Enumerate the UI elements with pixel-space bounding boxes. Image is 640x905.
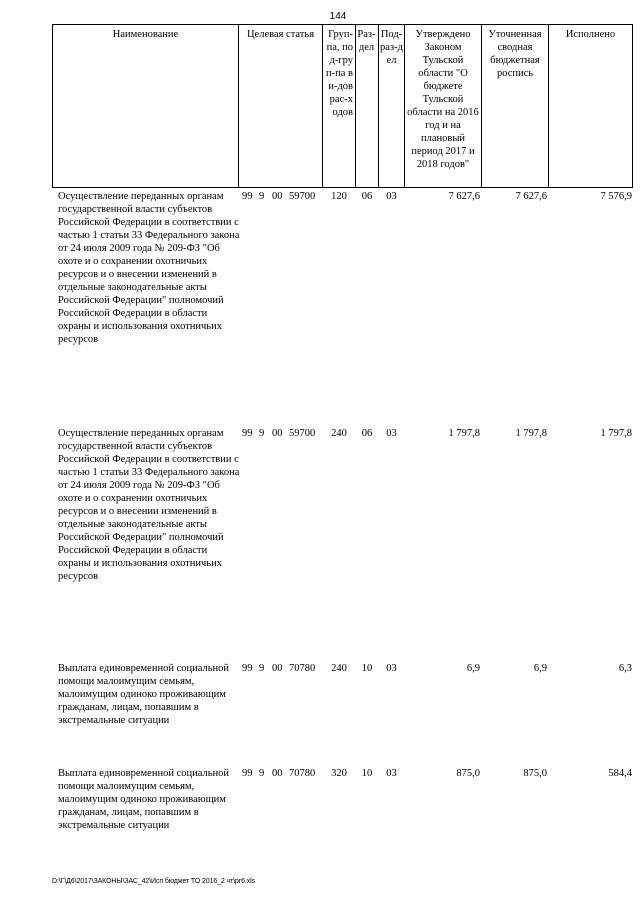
row-cs-subprogram: 9 [259,428,265,439]
page-number: 144 [329,11,347,22]
header-section: Раз-дел [357,29,376,53]
row-name: Осуществление переданных органам государственной власти субъектов Российской Федерации в соответствии с частью 1 статьи 33 Федерального закона от 24 июля 2009 года № 209-ФЗ "Об охоте и о сохранении охотничьих ресурсов и о внесении изменений в отдельные законодательные акты Российской Федерации" полномочий Российской Федерации в области охраны и использования охотничьих ресурсов [58,191,240,345]
row-subsection: 03 [386,663,397,674]
row-cs-direction: 70780 [289,768,316,779]
row-refined: 7 627,6 [515,191,547,202]
row-cs-direction: 70780 [289,663,316,674]
row-approved: 1 797,8 [448,428,480,439]
row-cs-subprogram: 9 [259,768,265,779]
row-subsection: 03 [386,191,397,202]
row-group: 240 [331,663,347,674]
row-subsection: 03 [386,768,397,779]
row-section: 06 [361,428,373,439]
col-border-0 [52,24,53,188]
row-group: 240 [331,428,347,439]
header-approved: Утверждено Законом Тульской области "О бюджете Тульской области на 2016 год и на плановый период 2017 и 2018 годов" [407,29,479,170]
header-executed: Исполнено [565,29,616,40]
row-group: 120 [331,191,347,202]
row-cs-direction: 59700 [289,191,316,202]
row-cs-main: 00 [272,663,283,674]
header-refined: Уточненная сводная бюджетная роспись [488,29,542,79]
table-top-border [52,24,633,25]
row-refined: 1 797,8 [515,428,547,439]
row-cs-main: 00 [272,428,283,439]
row-cs-program: 99 [242,191,253,202]
row-cs-direction: 59700 [289,428,316,439]
row-cs-main: 00 [272,768,283,779]
col-border-7 [548,24,549,188]
row-executed: 6,3 [618,663,632,674]
row-approved: 6,9 [466,663,480,674]
header-bottom-border [52,187,633,188]
row-section: 10 [361,768,373,779]
header-expense-group: Груп-па, под-груп-па ви-дов рас-ходов [326,29,353,118]
row-cs-program: 99 [242,663,253,674]
row-name: Осуществление переданных органам государственной власти субъектов Российской Федерации в соответствии с частью 1 статьи 33 Федерального закона от 24 июля 2009 года № 209-ФЗ "Об охоте и о сохранении охотничьих ресурсов и о внесении изменений в отдельные законодательные акты Российской Федерации" полномочий Российской Федерации в области охраны и использования охотничьих ресурсов [58,428,240,582]
row-approved: 7 627,6 [448,191,480,202]
row-refined: 875,0 [523,768,547,779]
row-executed: 1 797,8 [600,428,632,439]
header-target-article: Целевая статья [246,29,315,40]
row-cs-program: 99 [242,428,253,439]
row-refined: 6,9 [533,663,547,674]
row-name: Выплата единовременной социальной помощи малоимущим семьям, малоимущим одиноко проживающим гражданам, лицам, попавшим в экстремальные ситуации [58,663,229,726]
header-name: Наименование [112,29,179,40]
footer-file-path: D:\Г\Д6\2017\ЗАКОНЫ\ЗАС_42\Исп бюджет ТО 2016_2 чт\pr6.xls [52,878,255,885]
row-cs-subprogram: 9 [259,663,265,674]
row-executed: 584,4 [608,768,632,779]
row-name: Выплата единовременной социальной помощи малоимущим семьям, малоимущим одиноко проживающим гражданам, лицам, попавшим в экстремальные ситуации [58,768,229,831]
header-subsection: Под-раз-дел [380,29,403,66]
col-border-1 [238,24,239,188]
col-border-8 [632,24,633,188]
row-section: 10 [361,663,373,674]
row-cs-subprogram: 9 [259,191,265,202]
row-cs-main: 00 [272,191,283,202]
row-executed: 7 576,9 [600,191,632,202]
row-group: 320 [331,768,347,779]
col-border-2 [322,24,323,188]
row-section: 06 [361,191,373,202]
row-approved: 875,0 [456,768,480,779]
row-subsection: 03 [386,428,397,439]
row-cs-program: 99 [242,768,253,779]
